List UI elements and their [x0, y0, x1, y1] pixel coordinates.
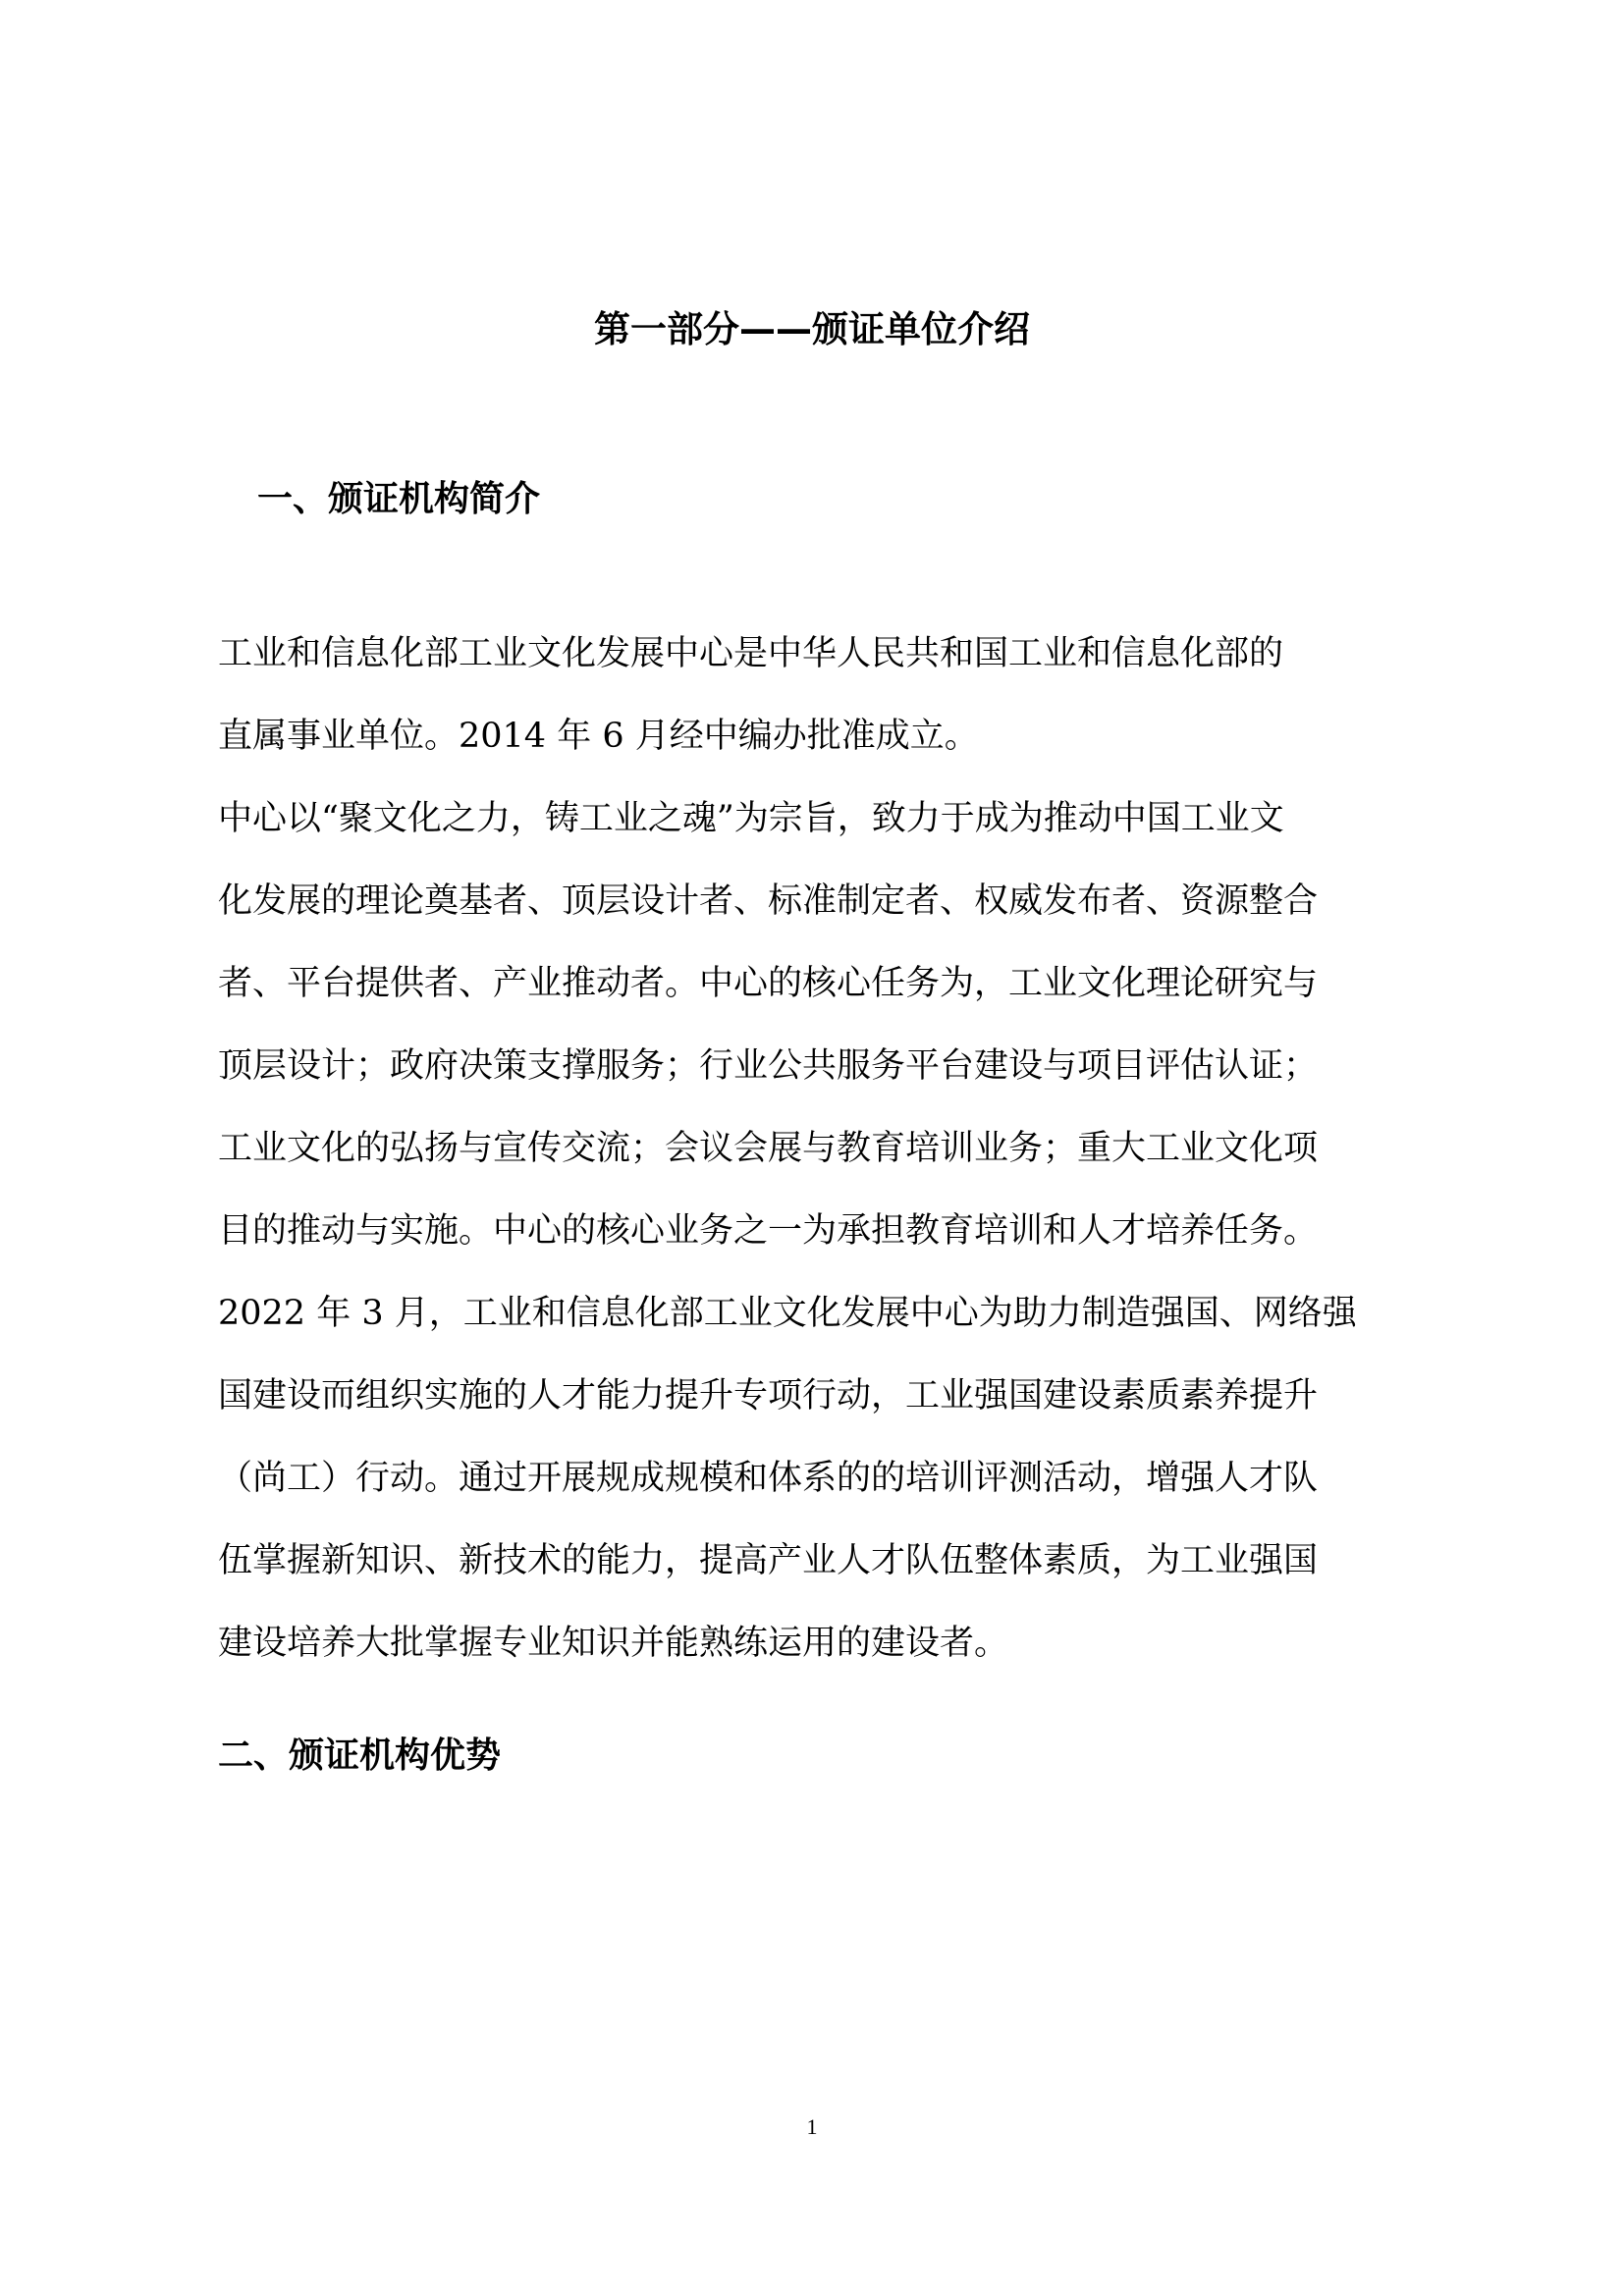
paragraph-line: 者、平台提供者、产业推动者。中心的核心任务为，工业文化理论研究与 [218, 964, 1319, 1003]
paragraph-line: 化发展的理论奠基者、顶层设计者、标准制定者、权威发布者、资源整合 [218, 881, 1319, 921]
paragraph-line: （尚工）行动。通过开展规成规模和体系的的培训评测活动，增强人才队 [218, 1459, 1319, 1498]
paragraph-line: 建设培养大批掌握专业知识并能熟练运用的建设者。 [218, 1624, 1009, 1663]
section-heading-institution-advantages: 二、颁证机构优势 [218, 1735, 502, 1776]
paragraph-line: 伍掌握新知识、新技术的能力，提高产业人才队伍整体素质，为工业强国 [218, 1541, 1319, 1580]
paragraph-line: 国建设而组织实施的人才能力提升专项行动，工业强国建设素质素养提升 [218, 1376, 1319, 1415]
paragraph-line: 直属事业单位。2014 年 6 月经中编办批准成立。 [218, 717, 979, 756]
paragraph-line: 目的推动与实施。中心的核心业务之一为承担教育培训和人才培养任务。 [218, 1211, 1319, 1251]
section-heading-institution-intro: 一、颁证机构简介 [257, 478, 541, 519]
paragraph-line: 顶层设计；政府决策支撑服务；行业公共服务平台建设与项目评估认证； [218, 1046, 1319, 1086]
page-title: 第一部分——颁证单位介绍 [594, 308, 1030, 350]
paragraph-line: 中心以“聚文化之力，铸工业之魂”为宗旨，致力于成为推动中国工业文 [218, 799, 1284, 838]
page-number: 1 [806, 2114, 818, 2139]
paragraph-line: 工业文化的弘扬与宣传交流；会议会展与教育培训业务；重大工业文化项 [218, 1129, 1319, 1168]
paragraph-line: 工业和信息化部工业文化发展中心是中华人民共和国工业和信息化部的 [218, 634, 1284, 673]
paragraph-line: 2022 年 3 月，工业和信息化部工业文化发展中心为助力制造强国、网络强 [218, 1294, 1357, 1333]
